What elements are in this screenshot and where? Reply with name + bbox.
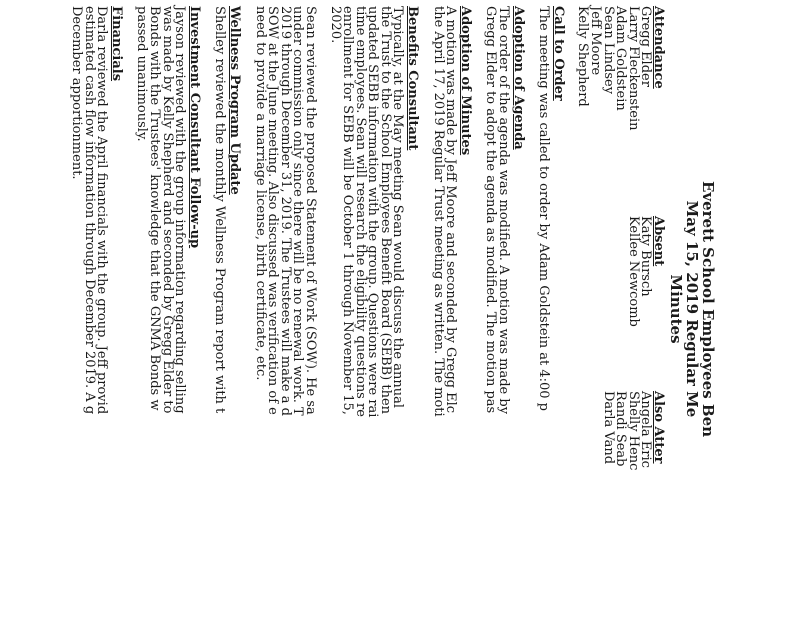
also-attending-name: Angela Eric: [638, 391, 654, 468]
text-line: Sean reviewed the proposed Statement of Work (SOW). He sa: [302, 6, 318, 415]
also-attending-name: Shelly Henc: [625, 391, 641, 471]
attendance-columns: [576, 0, 664, 618]
header-minutes-title: Minutes: [667, 274, 685, 344]
attendee-name: Gregg Elder: [638, 6, 654, 87]
text-line: enrollment for SEBB will be October 1 through November 15,: [340, 6, 356, 415]
section-heading-adoption-of-minutes: Adoption of Minutes: [457, 6, 473, 156]
wellness-program-text: [213, 6, 226, 618]
section-heading-adoption-of-agenda: Adoption of Agenda: [510, 6, 526, 150]
attendee-name: Adam Goldstein: [613, 6, 629, 111]
header-organization: Everett School Employees Ben: [699, 180, 717, 438]
section-heading-investment-consultant: Investment Consultant Follow-up: [186, 6, 202, 249]
attendance-column: [576, 6, 664, 216]
text-line: Typically, at the May meeting Sean would discuss the annual: [390, 6, 406, 408]
text-line: SOW at the June meeting. Also discussed was verification of e: [265, 6, 281, 415]
attendee-name: Larry Fleckenstein: [625, 6, 641, 131]
section-heading-benefits-consultant: Benefits Consultant: [405, 6, 421, 151]
attendee-name: Sean Lindsey: [600, 6, 616, 95]
text-line: Darla reviewed the April financials with the group. Jeff provid: [94, 6, 110, 415]
section-heading-wellness-program: Wellness Program Update: [226, 6, 242, 195]
text-line: Shelley reviewed the monthly Wellness Program report with t: [212, 6, 228, 414]
also-attending-column: [576, 391, 664, 591]
text-line: estimated cash flow information through December 2019. A g: [81, 6, 97, 415]
also-attending-name: Darla Vand: [600, 391, 616, 465]
text-line: 2019 through December 31, 2019. The Trustees will make a d: [277, 6, 293, 416]
text-line: updated SEBB information with the group. Questions were rai: [365, 6, 381, 418]
adoption-of-agenda-text: [483, 6, 512, 618]
section-heading-financials: Financials: [108, 6, 124, 82]
text-line: 2020.: [327, 6, 343, 44]
text-line: passed unanimously.: [134, 6, 150, 142]
absent-heading: Absent: [651, 216, 666, 267]
header-meeting-date: May 15, 2019 Regular Me: [683, 200, 701, 418]
benefits-consultant-paragraph-2: [253, 6, 316, 618]
text-line: need to provide a marriage license, birth certificate, etc.: [252, 6, 268, 381]
minutes-body: [69, 0, 566, 618]
section-heading-call-to-order: Call to Order: [550, 6, 566, 101]
text-line: The meeting was called to order by Adam Goldstein at 4:00 p: [536, 6, 552, 411]
absent-name: Katy Bursch: [638, 216, 654, 297]
also-attending-name: Randi Seab: [613, 391, 629, 467]
text-line: was made by Kelly Shepherd and seconded by Gregg Elder to: [159, 6, 175, 414]
financials-text: [69, 6, 110, 618]
document-header: [668, 0, 716, 618]
text-line: Jayson reviewed with the group information regarding selling: [172, 6, 188, 414]
absent-name: Kellee Newcomb: [625, 216, 641, 327]
call-to-order-text: [537, 6, 550, 618]
absent-column: [576, 216, 664, 391]
investment-consultant-text: [134, 6, 188, 618]
also-attending-heading: Also Atter: [651, 391, 666, 464]
text-line: The order of the agenda was modified. A motion was made by: [496, 6, 512, 415]
text-line: time employees. Sean will research the eligibility questions re: [352, 6, 368, 417]
text-line: the April 17, 2019 Regular Trust meeting as written. The moti: [430, 6, 446, 417]
text-line: December apportionment.: [69, 6, 85, 180]
text-line: A motion was made by Jeff Moore and seconded by Gregg Elc: [443, 6, 459, 414]
attendee-name: Jeff Moore: [588, 6, 604, 76]
text-line: Bonds with the Trustees' knowledge that the GNMA Bonds w: [147, 6, 162, 411]
text-line: under commission only since there will be no renewal work. T: [290, 6, 306, 416]
text-line: Gregg Elder to adopt the agenda as modified. The motion pas: [483, 6, 499, 414]
adoption-of-minutes-text: [430, 6, 459, 618]
attendance-heading: Attendance: [651, 6, 666, 89]
benefits-consultant-paragraph-1: [328, 6, 404, 618]
attendee-name: Kelly Shepherd: [575, 6, 591, 107]
text-line: the Trust to the School Employees Benefit Board (SEBB) then: [377, 6, 393, 415]
